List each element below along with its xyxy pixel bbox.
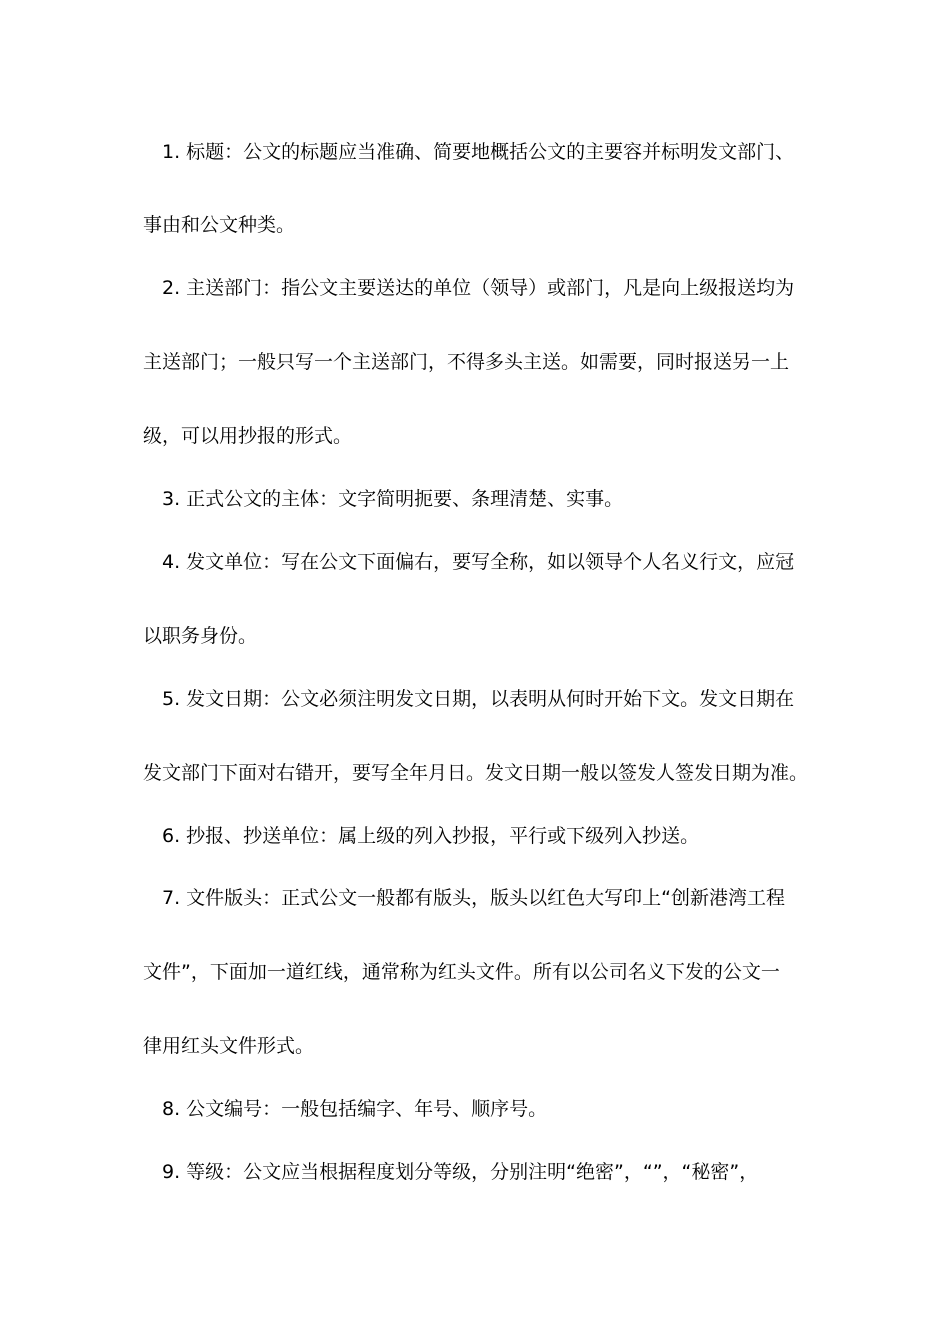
- paragraph-8-line-1: 8. 公文编号：一般包括编字、年号、顺序号。: [162, 1098, 548, 1120]
- paragraph-2-line-1: 2. 主送部门：指公文主要送达的单位（领导）或部门，凡是向上级报送均为: [162, 277, 795, 299]
- paragraph-2-line-2: 主送部门；一般只写一个主送部门，不得多头主送。如需要，同时报送另一上: [143, 351, 790, 373]
- paragraph-7-line-3: 律用红头文件形式。: [143, 1035, 315, 1057]
- paragraph-5-line-2: 发文部门下面对右错开，要写全年月日。发文日期一般以签发人签发日期为准。: [143, 762, 809, 784]
- paragraph-7-line-2: 文件”，下面加一道红线，通常称为红头文件。所有以公司名义下发的公文一: [143, 961, 780, 983]
- paragraph-6-line-1: 6. 抄报、抄送单位：属上级的列入抄报，平行或下级列入抄送。: [162, 825, 700, 847]
- paragraph-1-line-2: 事由和公文种类。: [143, 214, 296, 236]
- paragraph-4-line-2: 以职务身份。: [143, 625, 258, 647]
- paragraph-3-line-1: 3. 正式公文的主体：文字简明扼要、条理清楚、实事。: [162, 488, 624, 510]
- paragraph-7-line-1: 7. 文件版头：正式公文一般都有版头，版头以红色大写印上“创新港湾工程: [162, 887, 786, 909]
- paragraph-2-line-3: 级，可以用抄报的形式。: [143, 425, 353, 447]
- paragraph-1-line-1: 1. 标题：公文的标题应当准确、简要地概括公文的主要容并标明发文部门、: [162, 141, 795, 163]
- paragraph-9-line-1: 9. 等级：公文应当根据程度划分等级，分别注明“绝密”，“”，“秘密”，: [162, 1161, 759, 1183]
- paragraph-4-line-1: 4. 发文单位：写在公文下面偏右，要写全称，如以领导个人名义行文，应冠: [162, 551, 795, 573]
- paragraph-5-line-1: 5. 发文日期：公文必须注明发文日期，以表明从何时开始下文。发文日期在: [162, 688, 795, 710]
